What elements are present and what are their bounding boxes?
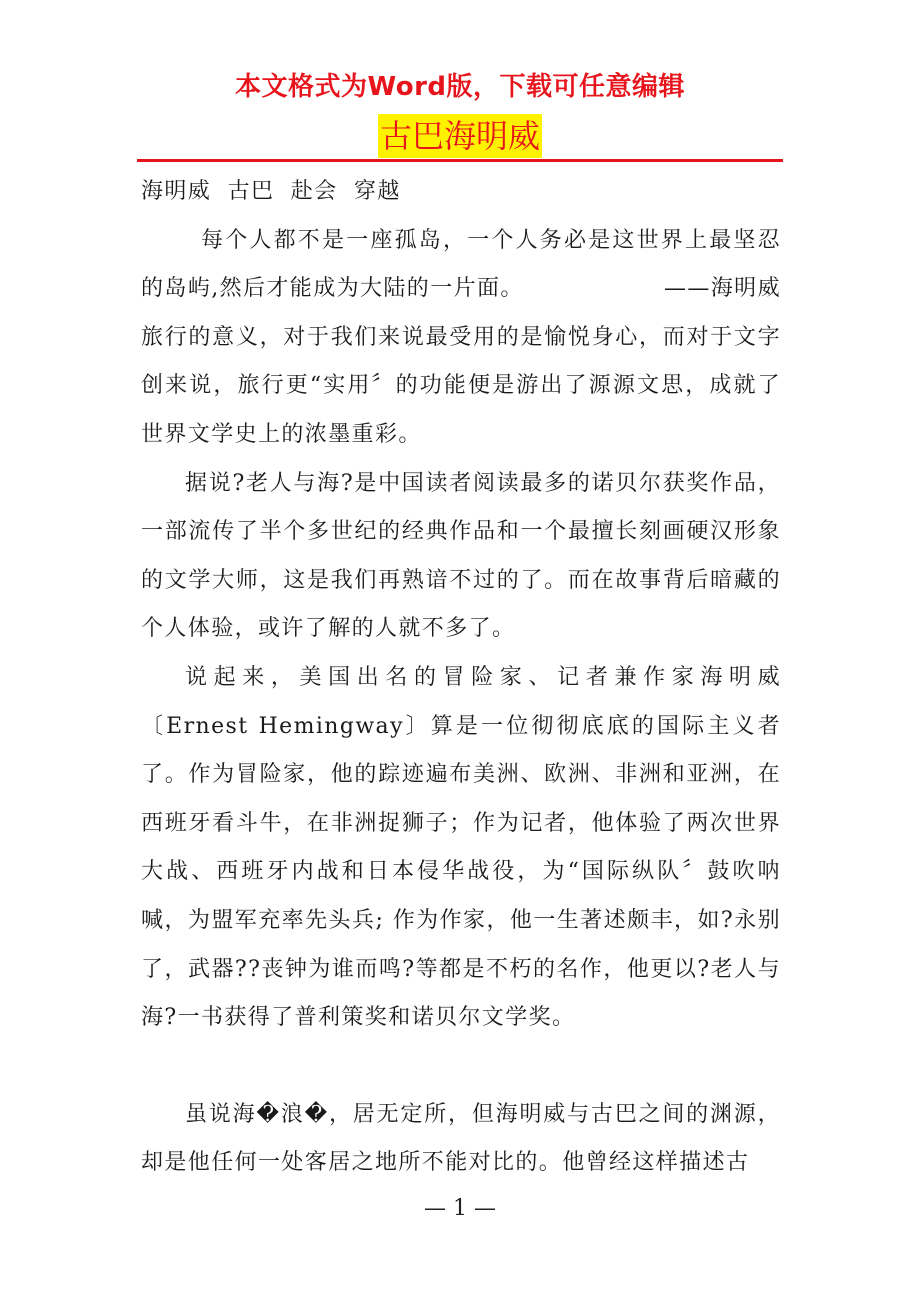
paragraph-1: 旅行的意义，对于我们来说最受用的是愉悦身心，而对于文字创来说，旅行更“实用〞的功能便是游出了源源文思，成就了世界文学史上的浓墨重彩。 — [141, 324, 781, 447]
document-body — [141, 168, 781, 1188]
quote-author: ——海明威 — [663, 276, 781, 302]
opening-quote — [141, 217, 781, 314]
paragraph-3: 说起来，美国出名的冒险家、记者兼作家海明威〔Ernest Hemingway〕算是一位彻彻底底的国际主义者了。作为冒险家，他的踪迹遍布美洲、欧洲、非洲和亚洲，在西班牙看斗牛，在非洲捉狮子；作为记者，他体验了两次世界大战、西班牙内战和日本侵华战役，为“国际纵队〞鼓吹呐喊，为盟军充率先头兵; 作为作家，他一生著述颇丰，如?永别了，武器??丧钟为谁而鸣?等都是不朽的名作，他更以?老人与海?一书获得了普利策奖和诺贝尔文学奖。 — [141, 664, 781, 1031]
title-wrap — [0, 114, 920, 158]
keyword-tags: 海明威 古巴 赴会 穿越 — [141, 179, 401, 204]
quote-text: 每个人都不是一座孤岛，一个人务必是这世界上最坚忍的岛屿,然后才能成为大陆的一片面。 — [141, 227, 781, 302]
page-number: — 1 — — [424, 1196, 496, 1221]
document-title: 古巴海明威 — [378, 114, 542, 158]
title-divider — [137, 159, 783, 162]
paragraph-2: 据说?老人与海?是中国读者阅读最多的诺贝尔获奖作品，一部流传了半个多世纪的经典作品和一个最擅长刻画硬汉形象的文学大师，这是我们再熟谙不过的了。而在故事背后暗藏的个人体验，或许了解的人就不多了。 — [141, 470, 781, 642]
format-banner: 本文格式为Word版，下载可任意编辑 — [234, 72, 686, 102]
paragraph-gap — [141, 1043, 781, 1091]
paragraph-4: 虽说海�浪�，居无定所，但海明威与古巴之间的渊源，却是他任何一处客居之地所不能对比的。他曾经这样描述古 — [141, 1101, 781, 1176]
